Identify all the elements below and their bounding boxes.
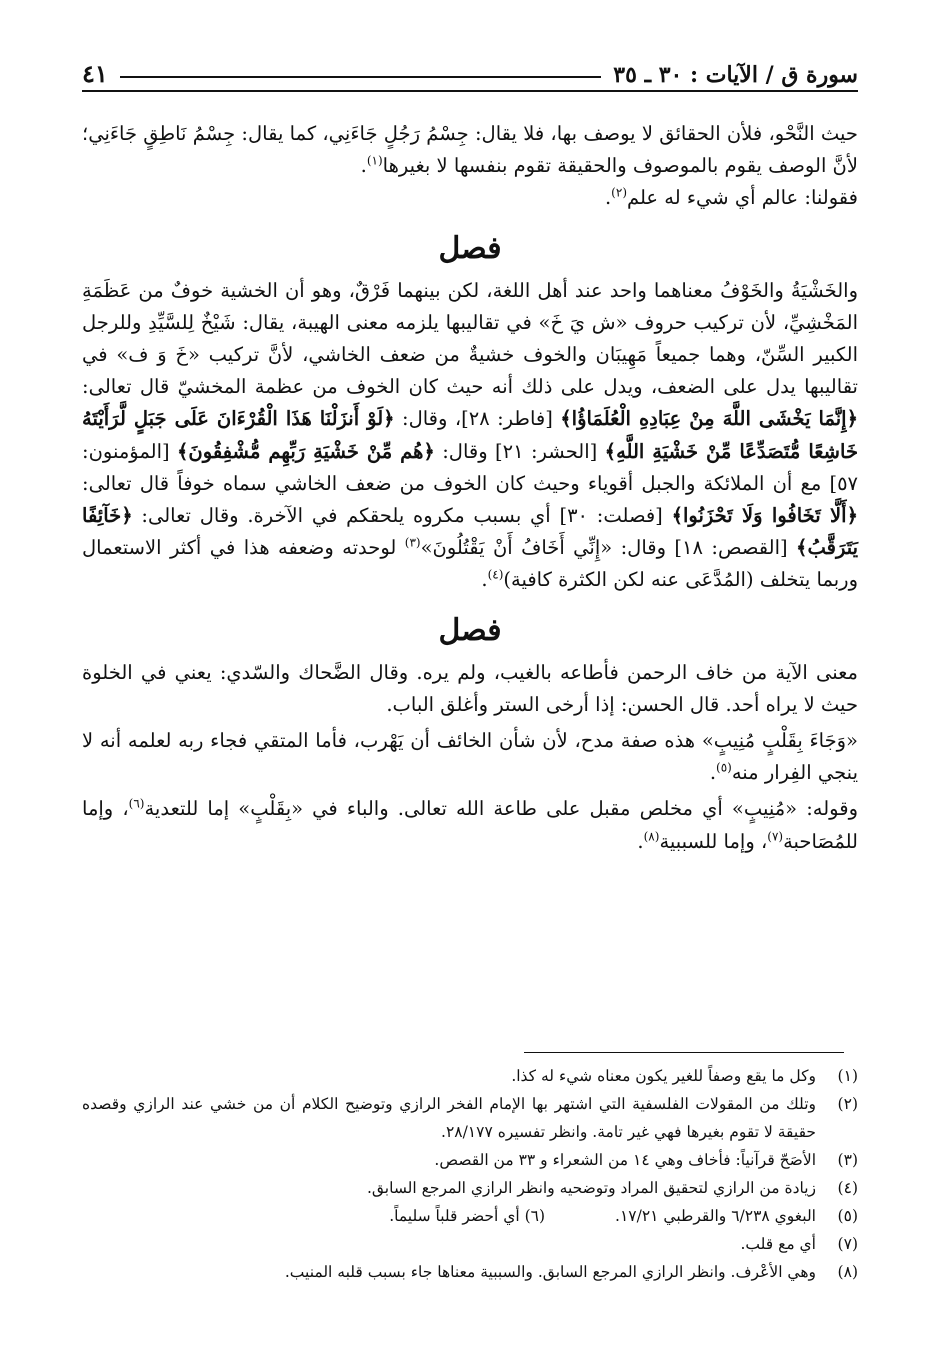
footnote-number: (٣) (837, 1151, 858, 1169)
footnote-ref: (٧) (767, 829, 784, 844)
page-header (82, 42, 858, 90)
running-title: سورة ق / الآيات : ٣٠ ـ ٣٥ (613, 62, 858, 88)
quran-verse: ﴿خَآئِفًا يَتَرَقَّبُ﴾ (82, 504, 859, 560)
para-text: وقوله: «مُنِيبٍ» أي مخلص مقبل على طاعة الله تعالى. والباء في «بِقَلْبٍ» إما للتعدية (144, 797, 858, 821)
header-line (120, 76, 602, 78)
footnote (82, 1090, 858, 1146)
footnote-ref: (٤) (487, 567, 504, 582)
intro-paragraph-2: فقولنا: عالم أي شيء له علم$^{(٢)}$. (604, 185, 858, 210)
para-text: ، وإما للمُصَاحبة (82, 797, 858, 853)
footnote-text: وكل ما يقع وصفاً للغير يكون معناه شيء له كذا. (511, 1067, 816, 1085)
section-heading: فصل (438, 612, 502, 648)
footnote-number: (٧) (837, 1235, 858, 1253)
footnote-number: (٢) (837, 1095, 858, 1113)
footnotes (82, 1062, 858, 1286)
quran-verse: ﴿إِنَّمَا يَخْشَى اللَّهَ مِنْ عِبَادِهِ الْعُلَمَاؤُا﴾ (560, 407, 859, 431)
footnote-ref: (٥) (716, 760, 732, 775)
footnote-number: (٦) (524, 1207, 546, 1225)
footnote (82, 1174, 858, 1202)
para-text: لوحدته وضعفه هذا في أكثر الاستعمال وربما يتخلف (المُدَّعَى عنه لكن الكثرة كافية) (82, 536, 858, 592)
intro-paragraph: حيث النَّحْو، فلأن الحقائق لا يوصف بها، فلا يقال: جِسْمُ رَجُلٍ جَاءَنِي، كما يقال: جِسْمُ نَاطِقٍ جَاءَنِي؛ لأنَّ الوصف يقوم بالموصوف والحقيقة تقوم بنفسها لا بغيرها$^{(١)}$. (82, 122, 858, 178)
intro-text-2: فقولنا: عالم أي شيء له علم (627, 186, 858, 210)
footnote (82, 1258, 858, 1286)
section-heading: فصل (438, 230, 502, 266)
para-text: [فصلت: ٣٠] أي بسبب مكروه يلحقكم في الآخرة. وقال تعالى: (141, 504, 663, 528)
para-text: [فاطر: ٢٨]، وقال: (402, 407, 553, 431)
footnote-separator (524, 1052, 844, 1053)
quran-verse: ﴿لَوْ أَنزَلْنَا هَذَا الْقُرْءَانَ عَلَى جَبَلٍ لَّرَأَيْتَهُ خَاشِعًا مُّتَصَدِّعًا مِّنْ خَشْيَةِ اللَّهِ﴾ (82, 407, 859, 463)
section-paragraph: والخَشْيَةُ والخَوْفُ معناهما واحد عند أهل اللغة، لكن بينهما فَرْقٌ، وهو أن الخشية خوفٌ من عَظَمَةِ المَخْشِيِّ، لأن تركيب حروف «ش يَ خَ» في تقاليبها يلزمه معنى الهيبة، يقال: شَيْخٌ لِلسَّيِّدِ وللرجل الكبير السِّنّ، وهما جميعاً مَهِيبَان والخوف خشيةٌ من ضعف الخاشي، لأنَّ تركيب «خَ وَ ف» في تقاليبها يدل على الضعف، ويدل على ذلك أنه حيث كان الخوف من عظمة المخشيّ قال تعالى: ﴿إِنَّمَا يَخْشَى اللَّهَ مِنْ عِبَادِهِ الْعُلَمَاؤُا﴾ [فاطر: ٢٨]، وقال: ﴿لَوْ أَنزَلْنَا هَذَا الْقُرْءَانَ عَلَى جَبَلٍ لَّرَأَيْتَهُ خَاشِعًا مُّتَصَدِّعًا مِّنْ خَشْيَةِ اللَّهِ﴾ [الحشر: ٢١] وقال: ﴿هُم مِّنْ خَشْيَةِ رَبِّهِم مُّشْفِقُونَ﴾ [المؤمنون: ٥٧] مع أن الملائكة والجبل أقوياء وحيث كان الخوف من ضعف الخاشي سماه خوفاً قال تعالى: ﴿أَلَّا تَخَافُوا وَلَا تَحْزَنُوا﴾ [فصلت: ٣٠] أي بسبب مكروه يلحقكم في الآخرة. وقال تعالى: ﴿خَآئِفًا يَتَرَقَّبُ﴾ [القصص: ١٨] وقال: «إِنِّي أَخَافُ أَنْ يَقْتُلُونَ»$^{(٣)}$ لوحدته وضعفه هذا في أكثر الاستعمال وربما يتخلف (المُدَّعَى عنه لكن الكثرة كافية)$^{(٤)}$. (82, 278, 859, 592)
footnote (82, 1062, 858, 1090)
footnote-number: (٥) (837, 1207, 858, 1225)
section-paragraph: معنى الآية من خاف الرحمن فأطاعه بالغيب، ولم يره. وقال الضَّحاك والسّدي: يعني في الخلوة حيث لا يراه أحد. قال الحسن: إذا أرخى الستر وأغلق الباب. (82, 660, 858, 716)
footnote-ref: (١) (366, 153, 383, 168)
para-text: ، وإما للسببية (659, 829, 768, 853)
page-number: ٤١ (82, 59, 108, 88)
footnote-number: (٨) (837, 1263, 858, 1281)
footnote-ref: (٣) (404, 535, 421, 550)
para-text: «وَجَاءَ بِقَلْبٍ مُنِيبٍ» هذه صفة مدح، لأن شأن الخائف أن يَهْرب، فأما المتقي فجاء ربه لعلمه أنه لا ينجي الفِرار منه (82, 729, 858, 785)
footnote-number: (١) (837, 1067, 858, 1085)
footnote (82, 1202, 858, 1230)
footnote-text: البغوي ٦/٢٣٨ والقرطبي ١٧/٢١. (615, 1207, 816, 1225)
quran-verse: ﴿هُم مِّنْ خَشْيَةِ رَبِّهِم مُّشْفِقُونَ﴾ (177, 439, 435, 463)
footnote (82, 1230, 858, 1258)
footnote-text: وتلك من المقولات الفلسفية التي اشتهر بها الإمام الفخر الرازي وتوضيح الكلام أن من خشي عند الرازي وقصده حقيقة لا تقوم بغيرها فهي غير تامة. وانظر تفسيره ٢٨/١٧٧. (82, 1095, 816, 1141)
footnote-number: (٤) (837, 1179, 858, 1197)
footnote-ref: (٢) (611, 185, 627, 200)
intro-text: حيث النَّحْو، فلأن الحقائق لا يوصف بها، فلا يقال: جِسْمُ رَجُلٍ جَاءَنِي، كما يقال: جِسْمُ نَاطِقٍ جَاءَنِي؛ لأنَّ الوصف يقوم بالموصوف والحقيقة تقوم بنفسها لا بغيرها (82, 122, 858, 178)
para-text: [المؤمنون: ٥٧] مع أن الملائكة والجبل أقوياء وحيث كان الخوف من ضعف الخاشي سماه خوفاً قال تعالى: (82, 439, 859, 495)
para-text: والخَشْيَةُ والخَوْفُ معناهما واحد عند أهل اللغة، لكن بينهما فَرْقٌ، وهو أن الخشية خوفٌ من عَظَمَةِ المَخْشِيِّ، لأن تركيب حروف «ش يَ خَ» في تقاليبها يلزمه معنى الهيبة، يقال: شَيْخٌ لِلسَّيِّدِ وللرجل الكبير السِّنّ، وهما جميعاً مَهِيبَان والخوف خشيةٌ من ضعف الخاشي، لأنَّ تركيب «خَ وَ ف» في تقاليبها يدل على الضعف، ويدل على ذلك أنه حيث كان الخوف من عظمة المخشيّ قال تعالى: (82, 278, 858, 399)
footnote-ref: (٨) (643, 829, 660, 844)
main-text (82, 118, 858, 858)
footnote-ref: (٦) (128, 796, 145, 811)
para-text: [الحشر: ٢١] وقال: (442, 439, 598, 463)
footnote (82, 1146, 858, 1174)
footnote-text: أي أحضر قلباً سليماً. (389, 1207, 520, 1225)
header-rule (82, 90, 858, 92)
footnote-text: زيادة من الرازي لتحقيق المراد وتوضحيه وانظر الرازي المرجع السابق. (366, 1179, 816, 1197)
footnote-text: الأصَحّ قرآنياً: فأخاف وهي ١٤ من الشعراء و ٣٣ من القصص. (434, 1151, 816, 1169)
footnote-text: وهي الأعْرف. وانظر الرازي المرجع السابق. والسببية معناها جاء بسبب قلبه المنيب. (284, 1263, 816, 1281)
footnote-text: أي مع قلب. (740, 1235, 816, 1253)
section-paragraph: وقوله: «مُنِيبٍ» أي مخلص مقبل على طاعة الله تعالى. والباء في «بِقَلْبٍ» إما للتعدية$^{(٦)}$، وإما للمُصَاحبة$^{(٧)}$، وإما للسببية$^{(٨)}$. (82, 796, 858, 853)
para-text: [القصص: ١٨] وقال: «إِنِّي أَخَافُ أَنْ يَقْتُلُونَ» (420, 536, 788, 560)
quran-verse: ﴿أَلَّا تَخَافُوا وَلَا تَحْزَنُوا﴾ (671, 504, 858, 528)
section-paragraph: «وَجَاءَ بِقَلْبٍ مُنِيبٍ» هذه صفة مدح، لأن شأن الخائف أن يَهْرب، فأما المتقي فجاء ربه لعلمه أنه لا ينجي الفِرار منه$^{(٥)}$. (82, 729, 858, 785)
